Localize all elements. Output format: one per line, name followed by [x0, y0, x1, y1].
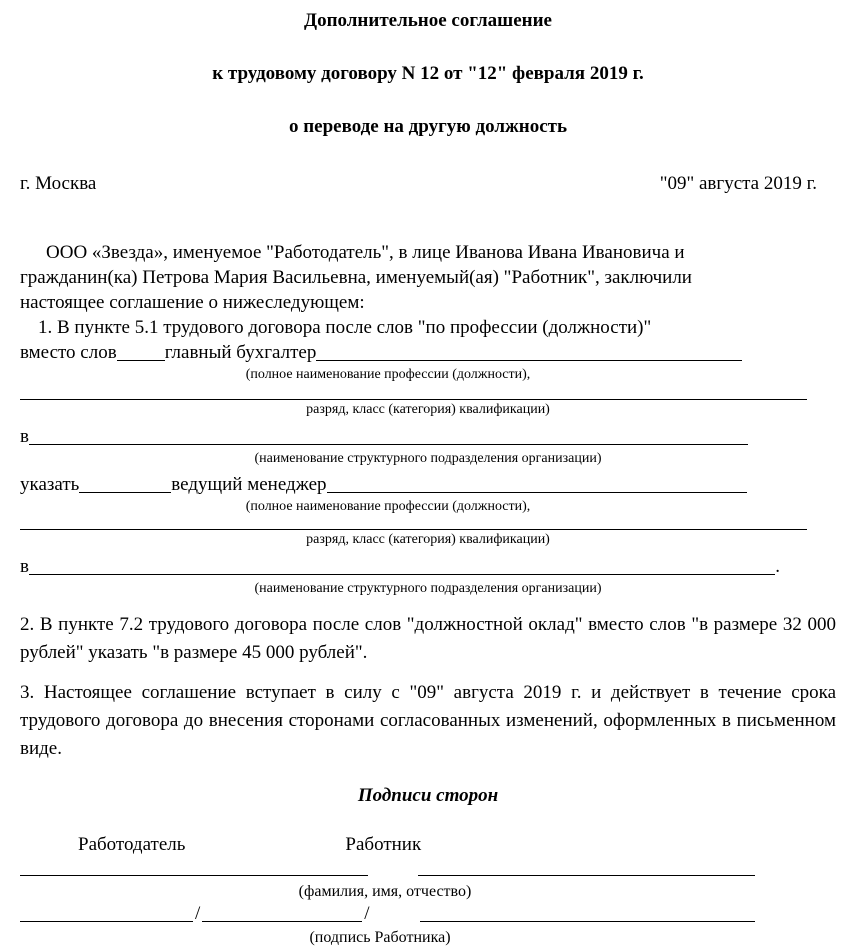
employer-fullname-line: [20, 875, 368, 876]
instead-of-words-label: вместо слов: [20, 342, 117, 363]
caption-grade: разряд, класс (категория) квалификации): [306, 532, 550, 547]
place-city: г. Москва: [20, 173, 97, 194]
employer-label: Работодатель: [78, 834, 186, 855]
caption-signature: (подпись Работника): [309, 929, 451, 946]
caption-department: (наименование структурного подразделения организации): [254, 581, 602, 596]
caption-department: (наименование структурного подразделения организации): [254, 451, 602, 466]
ruled-line-grade-1: [20, 399, 807, 400]
old-position-value: главный бухгалтер: [164, 342, 317, 363]
signature-party-labels: [20, 832, 836, 857]
slash-separator: /: [195, 903, 201, 924]
doc-title-line-3: о переводе на другую должность: [288, 116, 568, 137]
employee-sign-line: [420, 921, 755, 922]
clause2-paragraph: 2. В пункте 7.2 трудового договора после слов "должностной оклад" вместо слов "в размере 32 000 рублей" указать "в размере 45 000 рублей".: [20, 614, 836, 663]
in-label: в: [20, 426, 29, 447]
employee-fullname-line: [418, 875, 755, 876]
signatures-heading: Подписи сторон: [357, 785, 499, 806]
department-blank-2: [29, 574, 775, 575]
slash-separator: /: [364, 903, 370, 924]
period: .: [775, 556, 780, 577]
clause1-intro-line: 1. В пункте 5.1 трудового договора после слов "по профессии (должности)": [38, 317, 652, 338]
department-blank-1: [29, 444, 748, 445]
doc-title-line-1: Дополнительное соглашение: [304, 10, 552, 31]
old-position-blank-short: [117, 360, 165, 361]
signature-line-row-sign: [20, 901, 836, 926]
employee-label: Работник: [345, 834, 422, 855]
in-label: в: [20, 556, 29, 577]
caption-profession: (полное наименование профессии (должности),: [245, 367, 531, 382]
caption-grade: разряд, класс (категория) квалификации): [306, 402, 550, 417]
new-position-line: [20, 472, 747, 497]
ruled-line-grade-2: [20, 529, 807, 530]
employer-name-line: [202, 921, 362, 922]
clause3-paragraph: 3. Настоящее соглашение вступает в силу с "09" августа 2019 г. и действует в течение срока трудового договора до внесения сторонами согласованных изменений, оформленных в письменном виде.: [20, 682, 836, 759]
old-position-blank-long: [316, 360, 742, 361]
signature-line-row-fullname: [20, 875, 836, 880]
new-position-value: ведущий менеджер: [171, 474, 327, 495]
old-position-line: [20, 340, 742, 365]
new-position-blank-long: [327, 492, 747, 493]
specify-label: указать: [20, 474, 80, 495]
new-position-blank-short: [79, 492, 171, 493]
employer-sign-line: [20, 921, 193, 922]
caption-profession: (полное наименование профессии (должности),: [245, 499, 531, 514]
intro-paragraph: ООО «Звезда», именуемое "Работодатель", в лице Иванова Ивана Ивановича и гражданин(ка) Петрова Мария Васильевна, именуемый(ая) "Работник", заключили настоящее соглашение о нижеследующем:: [20, 242, 692, 313]
department-line-1: [20, 424, 748, 449]
doc-date: "09" августа 2019 г.: [659, 173, 817, 194]
doc-title-line-2: к трудовому договору N 12 от "12" февраля 2019 г.: [212, 63, 644, 84]
caption-fullname: (фамилия, имя, отчество): [298, 883, 472, 900]
place-date-row: [20, 171, 836, 196]
department-line-2: [20, 554, 780, 579]
